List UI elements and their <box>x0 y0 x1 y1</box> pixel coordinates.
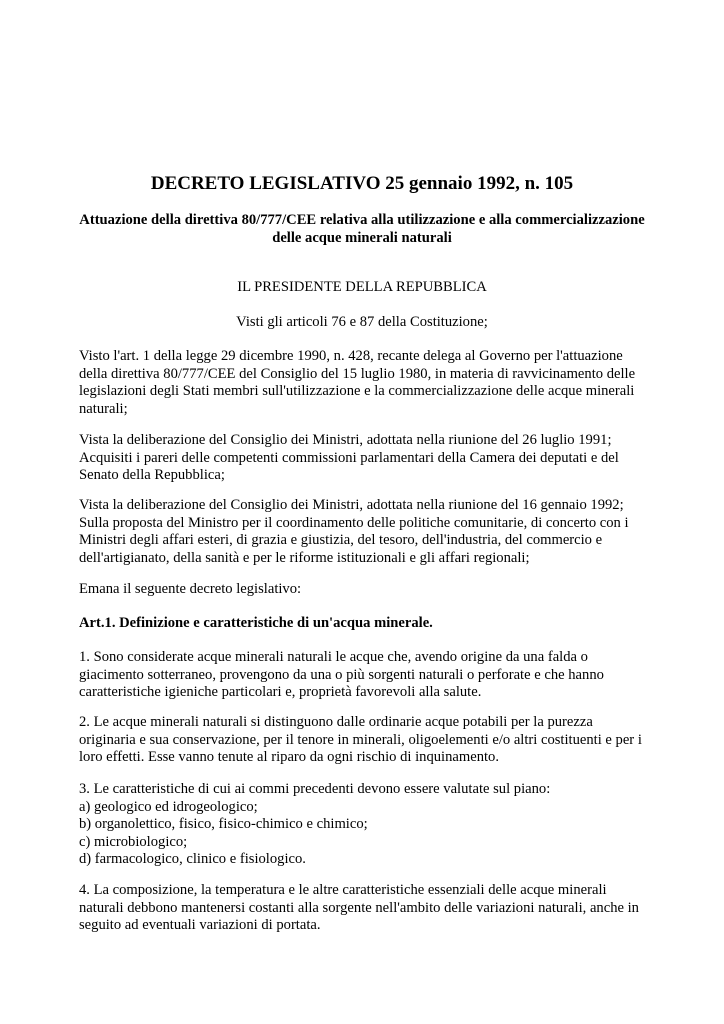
list-item: a) geologico ed idrogeologico; <box>79 798 258 815</box>
text-line: Ministri degli affari esteri, di grazia e giustizia, del tesoro, dell'industria, del commercio e <box>79 532 603 549</box>
text-line: Senato della Repubblica; <box>79 467 225 484</box>
text-line: 2. Le acque minerali naturali si distinguono dalle ordinarie acque potabili per la purezza <box>79 714 593 730</box>
text-line: seguito ad eventuali variazioni di portata. <box>79 917 321 934</box>
text-line: Visto l'art. 1 della legge 29 dicembre 1990, n. 428, recante delega al Governo per l'attuazione <box>79 348 623 364</box>
text-line: caratteristiche igieniche particolari e, proprietà favorevoli alla salute. <box>79 684 482 701</box>
comma-3 <box>79 781 659 869</box>
text-line: dell'artigianato, della sanità e per le riforme istituzionali e gli affari regionali; <box>79 549 530 566</box>
text-line: Art.1. Definizione e caratteristiche di un'acqua minerale. <box>79 615 433 631</box>
text-line: originaria e sua conservazione, per il tenore in minerali, oligoelementi e/o altri costituenti e per i <box>79 731 642 748</box>
list-item: d) farmacologico, clinico e fisiologico. <box>79 851 306 868</box>
text-line: Vista la deliberazione del Consiglio dei Ministri, adottata nella riunione del 26 luglio 1991; <box>79 432 612 448</box>
text-line: naturali; <box>79 400 128 417</box>
list-item: b) organolettico, fisico, fisico-chimico e chimico; <box>79 816 368 833</box>
paragraph-visto-legge <box>79 348 659 418</box>
document-subtitle <box>70 212 654 247</box>
text-line: legislazioni degli Stati membri sull'utilizzazione e la commercializzazione delle acque minerali <box>79 383 635 400</box>
text-line: 3. Le caratteristiche di cui ai commi precedenti devono essere valutate sul piano: <box>79 781 551 797</box>
paragraph-deliberazione-luglio <box>79 432 659 485</box>
comma-1 <box>79 649 659 702</box>
text-line: 4. La composizione, la temperatura e le altre caratteristiche essenziali delle acque minerali <box>79 882 607 898</box>
text-line: della direttiva 80/777/CEE del Consiglio del 15 luglio 1980, in materia di ravvicinamento delle <box>79 365 636 382</box>
comma-2 <box>79 714 659 767</box>
text-line: Emana il seguente decreto legislativo: <box>79 581 302 597</box>
text-line: naturali debbono mantenersi costanti alla sorgente nell'ambito delle variazioni naturali, anche in <box>79 899 639 916</box>
text-line: giacimento sotterraneo, provengono da una o più sorgenti naturali o perforate e che hanno <box>79 666 604 683</box>
president-heading: IL PRESIDENTE DELLA REPUBBLICA <box>237 279 487 295</box>
comma-4 <box>79 882 659 935</box>
list-item: c) microbiologico; <box>79 833 188 850</box>
paragraph-deliberazione-gennaio <box>79 497 659 567</box>
emana-line <box>79 581 659 599</box>
text-line: loro effetti. Esse vanno tenute al riparo da ogni rischio di inquinamento. <box>79 749 500 766</box>
text-line: Acquisiti i pareri delle competenti commissioni parlamentari della Camera dei deputati e del <box>79 449 619 466</box>
document-title: DECRETO LEGISLATIVO 25 gennaio 1992, n. 105 <box>150 173 574 194</box>
subtitle-line: delle acque minerali naturali <box>272 229 452 246</box>
article-1-heading <box>79 615 659 633</box>
text-line: 1. Sono considerate acque minerali naturali le acque che, avendo origine da una falda o <box>79 649 588 665</box>
visti-line: Visti gli articoli 76 e 87 della Costituzione; <box>236 314 488 330</box>
subtitle-line: Attuazione della direttiva 80/777/CEE relativa alla utilizzazione e alla commercializzazione <box>79 212 645 228</box>
text-line: Sulla proposta del Ministro per il coordinamento delle politiche comunitarie, di concerto con i <box>79 514 629 531</box>
text-line: Vista la deliberazione del Consiglio dei Ministri, adottata nella riunione del 16 gennaio 1992; <box>79 497 624 513</box>
